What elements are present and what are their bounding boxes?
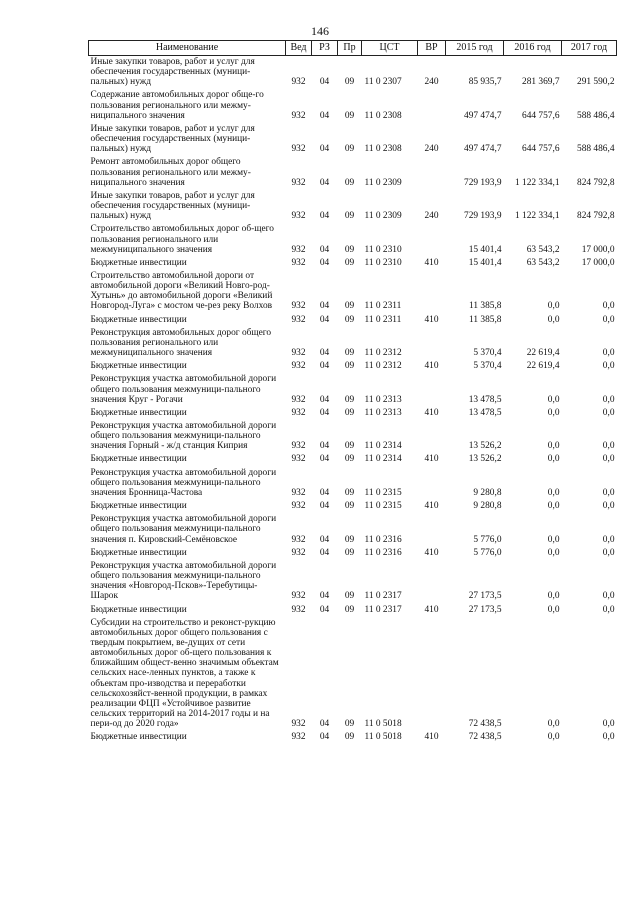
cell-vr: 410 <box>424 257 439 268</box>
cell-pr: 09 <box>344 487 355 498</box>
cell-ved: 932 <box>291 732 306 743</box>
cell-name: Реконструкция автомобильных дорог общего пользования регионального или межмуниципального значения <box>90 327 272 359</box>
cell-cst: 11 0 2314 <box>364 454 402 465</box>
cell-2017: 0,0 <box>602 534 615 545</box>
cell-vr: 410 <box>424 547 439 558</box>
cell-pr: 09 <box>344 348 355 359</box>
cell-pr: 09 <box>344 534 355 545</box>
cell-name: Иные закупки товаров, работ и услуг для обеспечения государственных (муници-пальных) нужд <box>90 190 255 222</box>
cell-ved: 932 <box>291 144 306 155</box>
table-row <box>89 407 617 420</box>
budget-table <box>88 40 617 745</box>
cell-ved: 932 <box>291 110 306 121</box>
cell-vr: 410 <box>424 501 439 512</box>
cell-2016: 22 619,4 <box>526 348 560 359</box>
table-row <box>89 360 617 373</box>
cell-pr: 09 <box>344 547 355 558</box>
cell-name: Бюджетные инвестиции <box>90 361 187 372</box>
cell-2017: 0,0 <box>602 361 615 372</box>
cell-name: Иные закупки товаров, работ и услуг для обеспечения государственных (муници-пальных) нужд <box>90 123 255 155</box>
cell-name: Иные закупки товаров, работ и услуг для обеспечения государственных (муници-пальных) нужд <box>90 57 255 88</box>
cell-2017: 0,0 <box>602 719 615 730</box>
cell-ved: 932 <box>291 361 306 372</box>
cell-name: Реконструкция участка автомобильной дороги общего пользования межмуници-пального значения п. Кировский-Семёновское <box>90 514 277 545</box>
cell-rz: 04 <box>319 144 330 155</box>
table-row <box>89 190 617 223</box>
cell-cst: 11 0 2308 <box>364 110 402 121</box>
cell-2015: 15 401,4 <box>468 257 502 268</box>
cell-2015: 72 438,5 <box>468 719 502 730</box>
cell-vr <box>418 156 446 189</box>
cell-2016: 0,0 <box>547 591 560 602</box>
cell-name: Бюджетные инвестиции <box>90 501 187 512</box>
cell-cst: 11 0 2317 <box>364 591 402 602</box>
cell-cst: 11 0 2315 <box>364 487 402 498</box>
cell-2015: 11 385,8 <box>469 314 502 325</box>
table-row <box>89 257 617 270</box>
cell-cst: 11 0 5018 <box>364 719 402 730</box>
cell-rz: 04 <box>319 244 330 255</box>
header-ved: Вед <box>286 41 312 56</box>
cell-2016: 281 369,7 <box>522 77 560 88</box>
cell-ved: 932 <box>291 211 306 222</box>
table-body <box>89 56 617 745</box>
cell-2016: 0,0 <box>547 407 560 418</box>
cell-2016: 0,0 <box>547 454 560 465</box>
cell-2015: 27 173,5 <box>468 591 502 602</box>
cell-cst: 11 0 2309 <box>364 211 402 222</box>
cell-pr: 09 <box>344 110 355 121</box>
table-row <box>89 373 617 406</box>
cell-vr: 240 <box>424 77 439 88</box>
cell-name: Бюджетные инвестиции <box>90 547 187 558</box>
table-row <box>89 314 617 327</box>
cell-rz: 04 <box>319 314 330 325</box>
cell-ved: 932 <box>291 257 306 268</box>
cell-name: Реконструкция участка автомобильной дороги общего пользования межмуници-пального значения Горный - ж/д станция Киприя <box>90 421 277 452</box>
cell-pr: 09 <box>344 314 355 325</box>
cell-ved: 932 <box>291 177 306 188</box>
cell-vr: 240 <box>424 211 439 222</box>
cell-2015: 9 280,8 <box>473 501 502 512</box>
cell-pr: 09 <box>344 361 355 372</box>
cell-2015: 13 526,2 <box>468 441 502 452</box>
cell-2016: 0,0 <box>547 604 560 615</box>
cell-2016: 0,0 <box>547 301 560 312</box>
cell-name: Бюджетные инвестиции <box>90 407 187 418</box>
cell-name: Реконструкция участка автомобильной дороги общего пользования межмуници-пального значения Бронница-Частова <box>90 467 277 498</box>
cell-rz: 04 <box>319 110 330 121</box>
table-row <box>89 453 617 466</box>
header-cst: ЦСТ <box>362 41 418 56</box>
cell-2017: 0,0 <box>602 301 615 312</box>
cell-ved: 932 <box>291 534 306 545</box>
cell-2017: 0,0 <box>602 547 615 558</box>
cell-vr: 410 <box>424 454 439 465</box>
cell-pr: 09 <box>344 257 355 268</box>
cell-vr: 240 <box>424 144 439 155</box>
cell-rz: 04 <box>319 441 330 452</box>
cell-pr: 09 <box>344 244 355 255</box>
cell-2015: 497 474,7 <box>464 144 502 155</box>
cell-2016: 644 757,6 <box>522 144 560 155</box>
table-row <box>89 547 617 560</box>
cell-pr: 09 <box>344 394 355 405</box>
cell-ved: 932 <box>291 604 306 615</box>
cell-name: Ремонт автомобильных дорог общего пользования регионального или межму-ниципального значения <box>90 157 251 188</box>
cell-pr: 09 <box>344 591 355 602</box>
cell-ved: 932 <box>291 501 306 512</box>
cell-2015: 5 370,4 <box>473 348 502 359</box>
table-row <box>89 467 617 500</box>
cell-ved: 932 <box>291 454 306 465</box>
cell-2016: 0,0 <box>547 441 560 452</box>
cell-pr: 09 <box>344 501 355 512</box>
header-2015: 2015 год <box>446 41 504 56</box>
cell-vr <box>418 513 446 546</box>
cell-name: Бюджетные инвестиции <box>90 257 187 268</box>
cell-2015: 13 526,2 <box>468 454 502 465</box>
cell-2017: 0,0 <box>602 454 615 465</box>
cell-rz: 04 <box>319 407 330 418</box>
cell-ved: 932 <box>291 591 306 602</box>
cell-pr: 09 <box>344 301 355 312</box>
cell-name: Бюджетные инвестиции <box>90 454 187 465</box>
cell-ved: 932 <box>291 77 306 88</box>
cell-2016: 1 122 334,1 <box>514 177 560 188</box>
cell-ved: 932 <box>291 314 306 325</box>
table-row <box>89 89 617 122</box>
header-pr: Пр <box>338 41 362 56</box>
cell-cst: 11 0 2310 <box>364 257 402 268</box>
cell-2017: 588 486,4 <box>577 110 615 121</box>
cell-2017: 291 590,2 <box>577 77 615 88</box>
cell-ved: 932 <box>291 244 306 255</box>
cell-2017: 0,0 <box>602 394 615 405</box>
cell-2016: 0,0 <box>547 394 560 405</box>
cell-rz: 04 <box>319 348 330 359</box>
cell-2015: 729 193,9 <box>464 177 502 188</box>
cell-2016: 22 619,4 <box>526 361 560 372</box>
cell-rz: 04 <box>319 361 330 372</box>
cell-cst: 11 0 2315 <box>364 501 402 512</box>
cell-rz: 04 <box>319 257 330 268</box>
cell-ved: 932 <box>291 394 306 405</box>
table-row <box>89 731 617 744</box>
cell-2015: 15 401,4 <box>468 244 502 255</box>
cell-name: Строительство автомобильной дороги от автомобильной дороги «Великий Новго-род-Хутынь» до автомобильной дороги «Великий Новгород-Луга» с мостом че-рез реку Волхов <box>90 270 273 312</box>
cell-2015: 85 935,7 <box>468 77 502 88</box>
cell-2016: 644 757,6 <box>522 110 560 121</box>
cell-cst: 11 0 2317 <box>364 604 402 615</box>
cell-vr <box>418 420 446 453</box>
cell-pr: 09 <box>344 144 355 155</box>
cell-rz: 04 <box>319 534 330 545</box>
cell-ved: 932 <box>291 719 306 730</box>
cell-ved: 932 <box>291 547 306 558</box>
cell-cst: 11 0 2307 <box>364 77 402 88</box>
cell-pr: 09 <box>344 454 355 465</box>
cell-rz: 04 <box>319 732 330 743</box>
cell-pr: 09 <box>344 177 355 188</box>
cell-2015: 11 385,8 <box>469 301 502 312</box>
cell-2017: 0,0 <box>602 314 615 325</box>
table-row <box>89 156 617 189</box>
cell-2017: 17 000,0 <box>581 244 615 255</box>
cell-name: Субсидии на строительство и реконст-рукцию автомобильных дорог общего пользования с твердым покрытием, ве-дущих от сети автомобильных дорог об-щего пользования к ближайшим общест-венно значимым объектам сельских насе-ленных пунктов, а также к объектам про-изводства и переработки сельскохозяйст-венной продукции, в рамках реализации ФЦП «Устойчивое развитие сельских территорий на 2014-2017 годы и на пери-од до 2020 года» <box>90 617 279 730</box>
cell-pr: 09 <box>344 77 355 88</box>
table-row <box>89 223 617 256</box>
cell-pr: 09 <box>344 211 355 222</box>
cell-2017: 0,0 <box>602 487 615 498</box>
table-row <box>89 604 617 617</box>
cell-rz: 04 <box>319 604 330 615</box>
cell-rz: 04 <box>319 301 330 312</box>
cell-ved: 932 <box>291 441 306 452</box>
cell-2015: 72 438,5 <box>468 732 502 743</box>
cell-2015: 497 474,7 <box>464 110 502 121</box>
cell-cst: 11 0 2311 <box>364 314 402 325</box>
cell-ved: 932 <box>291 407 306 418</box>
table-header-row <box>89 41 617 56</box>
cell-pr: 09 <box>344 719 355 730</box>
cell-rz: 04 <box>319 547 330 558</box>
cell-2017: 588 486,4 <box>577 144 615 155</box>
cell-vr <box>418 373 446 406</box>
cell-ved: 932 <box>291 487 306 498</box>
cell-rz: 04 <box>319 77 330 88</box>
cell-2015: 27 173,5 <box>468 604 502 615</box>
cell-2017: 0,0 <box>602 441 615 452</box>
cell-2015: 729 193,9 <box>464 211 502 222</box>
cell-rz: 04 <box>319 394 330 405</box>
table-row <box>89 500 617 513</box>
cell-ved: 932 <box>291 348 306 359</box>
cell-vr <box>418 223 446 256</box>
cell-2017: 0,0 <box>602 732 615 743</box>
cell-cst: 11 0 2313 <box>364 394 402 405</box>
cell-vr <box>418 617 446 732</box>
cell-2015: 9 280,8 <box>473 487 502 498</box>
cell-2017: 824 792,8 <box>577 211 615 222</box>
cell-pr: 09 <box>344 407 355 418</box>
header-2016: 2016 год <box>504 41 562 56</box>
cell-2017: 824 792,8 <box>577 177 615 188</box>
cell-cst: 11 0 2312 <box>364 361 402 372</box>
table-row <box>89 56 617 90</box>
cell-2016: 0,0 <box>547 547 560 558</box>
cell-2016: 0,0 <box>547 719 560 730</box>
cell-2016: 1 122 334,1 <box>514 211 560 222</box>
cell-2017: 0,0 <box>602 591 615 602</box>
table-row <box>89 123 617 156</box>
cell-vr <box>418 89 446 122</box>
cell-cst: 11 0 2314 <box>364 441 402 452</box>
header-name: Наименование <box>89 41 286 56</box>
cell-2016: 0,0 <box>547 732 560 743</box>
cell-cst: 11 0 2308 <box>364 144 402 155</box>
cell-vr: 410 <box>424 314 439 325</box>
cell-rz: 04 <box>319 501 330 512</box>
header-2017: 2017 год <box>562 41 617 56</box>
cell-rz: 04 <box>319 177 330 188</box>
cell-rz: 04 <box>319 454 330 465</box>
cell-pr: 09 <box>344 604 355 615</box>
cell-vr <box>418 270 446 314</box>
cell-name: Бюджетные инвестиции <box>90 732 187 743</box>
table-row <box>89 270 617 314</box>
cell-cst: 11 0 2313 <box>364 407 402 418</box>
cell-2016: 0,0 <box>547 534 560 545</box>
cell-2015: 5 776,0 <box>473 534 502 545</box>
cell-2016: 0,0 <box>547 314 560 325</box>
cell-name: Бюджетные инвестиции <box>90 314 187 325</box>
cell-name: Реконструкция участка автомобильной дороги общего пользования межмуници-пального значения «Новгород-Псков»-Теребутицы-Шарок <box>90 560 277 602</box>
cell-2016: 63 543,2 <box>526 257 560 268</box>
cell-cst: 11 0 2310 <box>364 244 402 255</box>
cell-2016: 0,0 <box>547 487 560 498</box>
cell-2015: 5 776,0 <box>473 547 502 558</box>
cell-name: Бюджетные инвестиции <box>90 604 187 615</box>
cell-vr: 410 <box>424 361 439 372</box>
cell-pr: 09 <box>344 441 355 452</box>
table-row <box>89 617 617 732</box>
cell-2017: 0,0 <box>602 407 615 418</box>
cell-cst: 11 0 2311 <box>364 301 402 312</box>
cell-rz: 04 <box>319 487 330 498</box>
cell-2015: 13 478,5 <box>468 407 502 418</box>
cell-rz: 04 <box>319 211 330 222</box>
cell-2017: 17 000,0 <box>581 257 615 268</box>
cell-vr <box>418 467 446 500</box>
cell-vr <box>418 327 446 360</box>
cell-vr <box>418 560 446 604</box>
cell-pr: 09 <box>344 732 355 743</box>
cell-ved: 932 <box>291 301 306 312</box>
cell-cst: 11 0 2316 <box>364 534 402 545</box>
cell-cst: 11 0 2316 <box>364 547 402 558</box>
cell-name: Реконструкция участка автомобильной дороги общего пользования межмуници-пального значения Круг - Рогачи <box>90 374 277 405</box>
cell-2017: 0,0 <box>602 348 615 359</box>
cell-rz: 04 <box>319 719 330 730</box>
header-rz: РЗ <box>312 41 338 56</box>
table-row <box>89 513 617 546</box>
cell-2017: 0,0 <box>602 604 615 615</box>
header-vr: ВР <box>418 41 446 56</box>
cell-2015: 5 370,4 <box>473 361 502 372</box>
page-number: 146 <box>311 24 329 38</box>
cell-2015: 13 478,5 <box>468 394 502 405</box>
cell-cst: 11 0 2312 <box>364 348 402 359</box>
cell-name: Строительство автомобильных дорог об-щего пользования регионального или межмуниципального значения <box>90 224 274 255</box>
cell-2016: 0,0 <box>547 501 560 512</box>
table-row <box>89 420 617 453</box>
cell-name: Содержание автомобильных дорог обще-го пользования регионального или межму-ниципального значения <box>90 90 264 121</box>
cell-cst: 11 0 2309 <box>364 177 402 188</box>
cell-cst: 11 0 5018 <box>364 732 402 743</box>
cell-vr: 410 <box>424 407 439 418</box>
table-row <box>89 560 617 604</box>
cell-2016: 63 543,2 <box>526 244 560 255</box>
table-row <box>89 327 617 360</box>
cell-rz: 04 <box>319 591 330 602</box>
cell-vr: 410 <box>424 604 439 615</box>
cell-vr: 410 <box>424 732 439 743</box>
cell-2017: 0,0 <box>602 501 615 512</box>
